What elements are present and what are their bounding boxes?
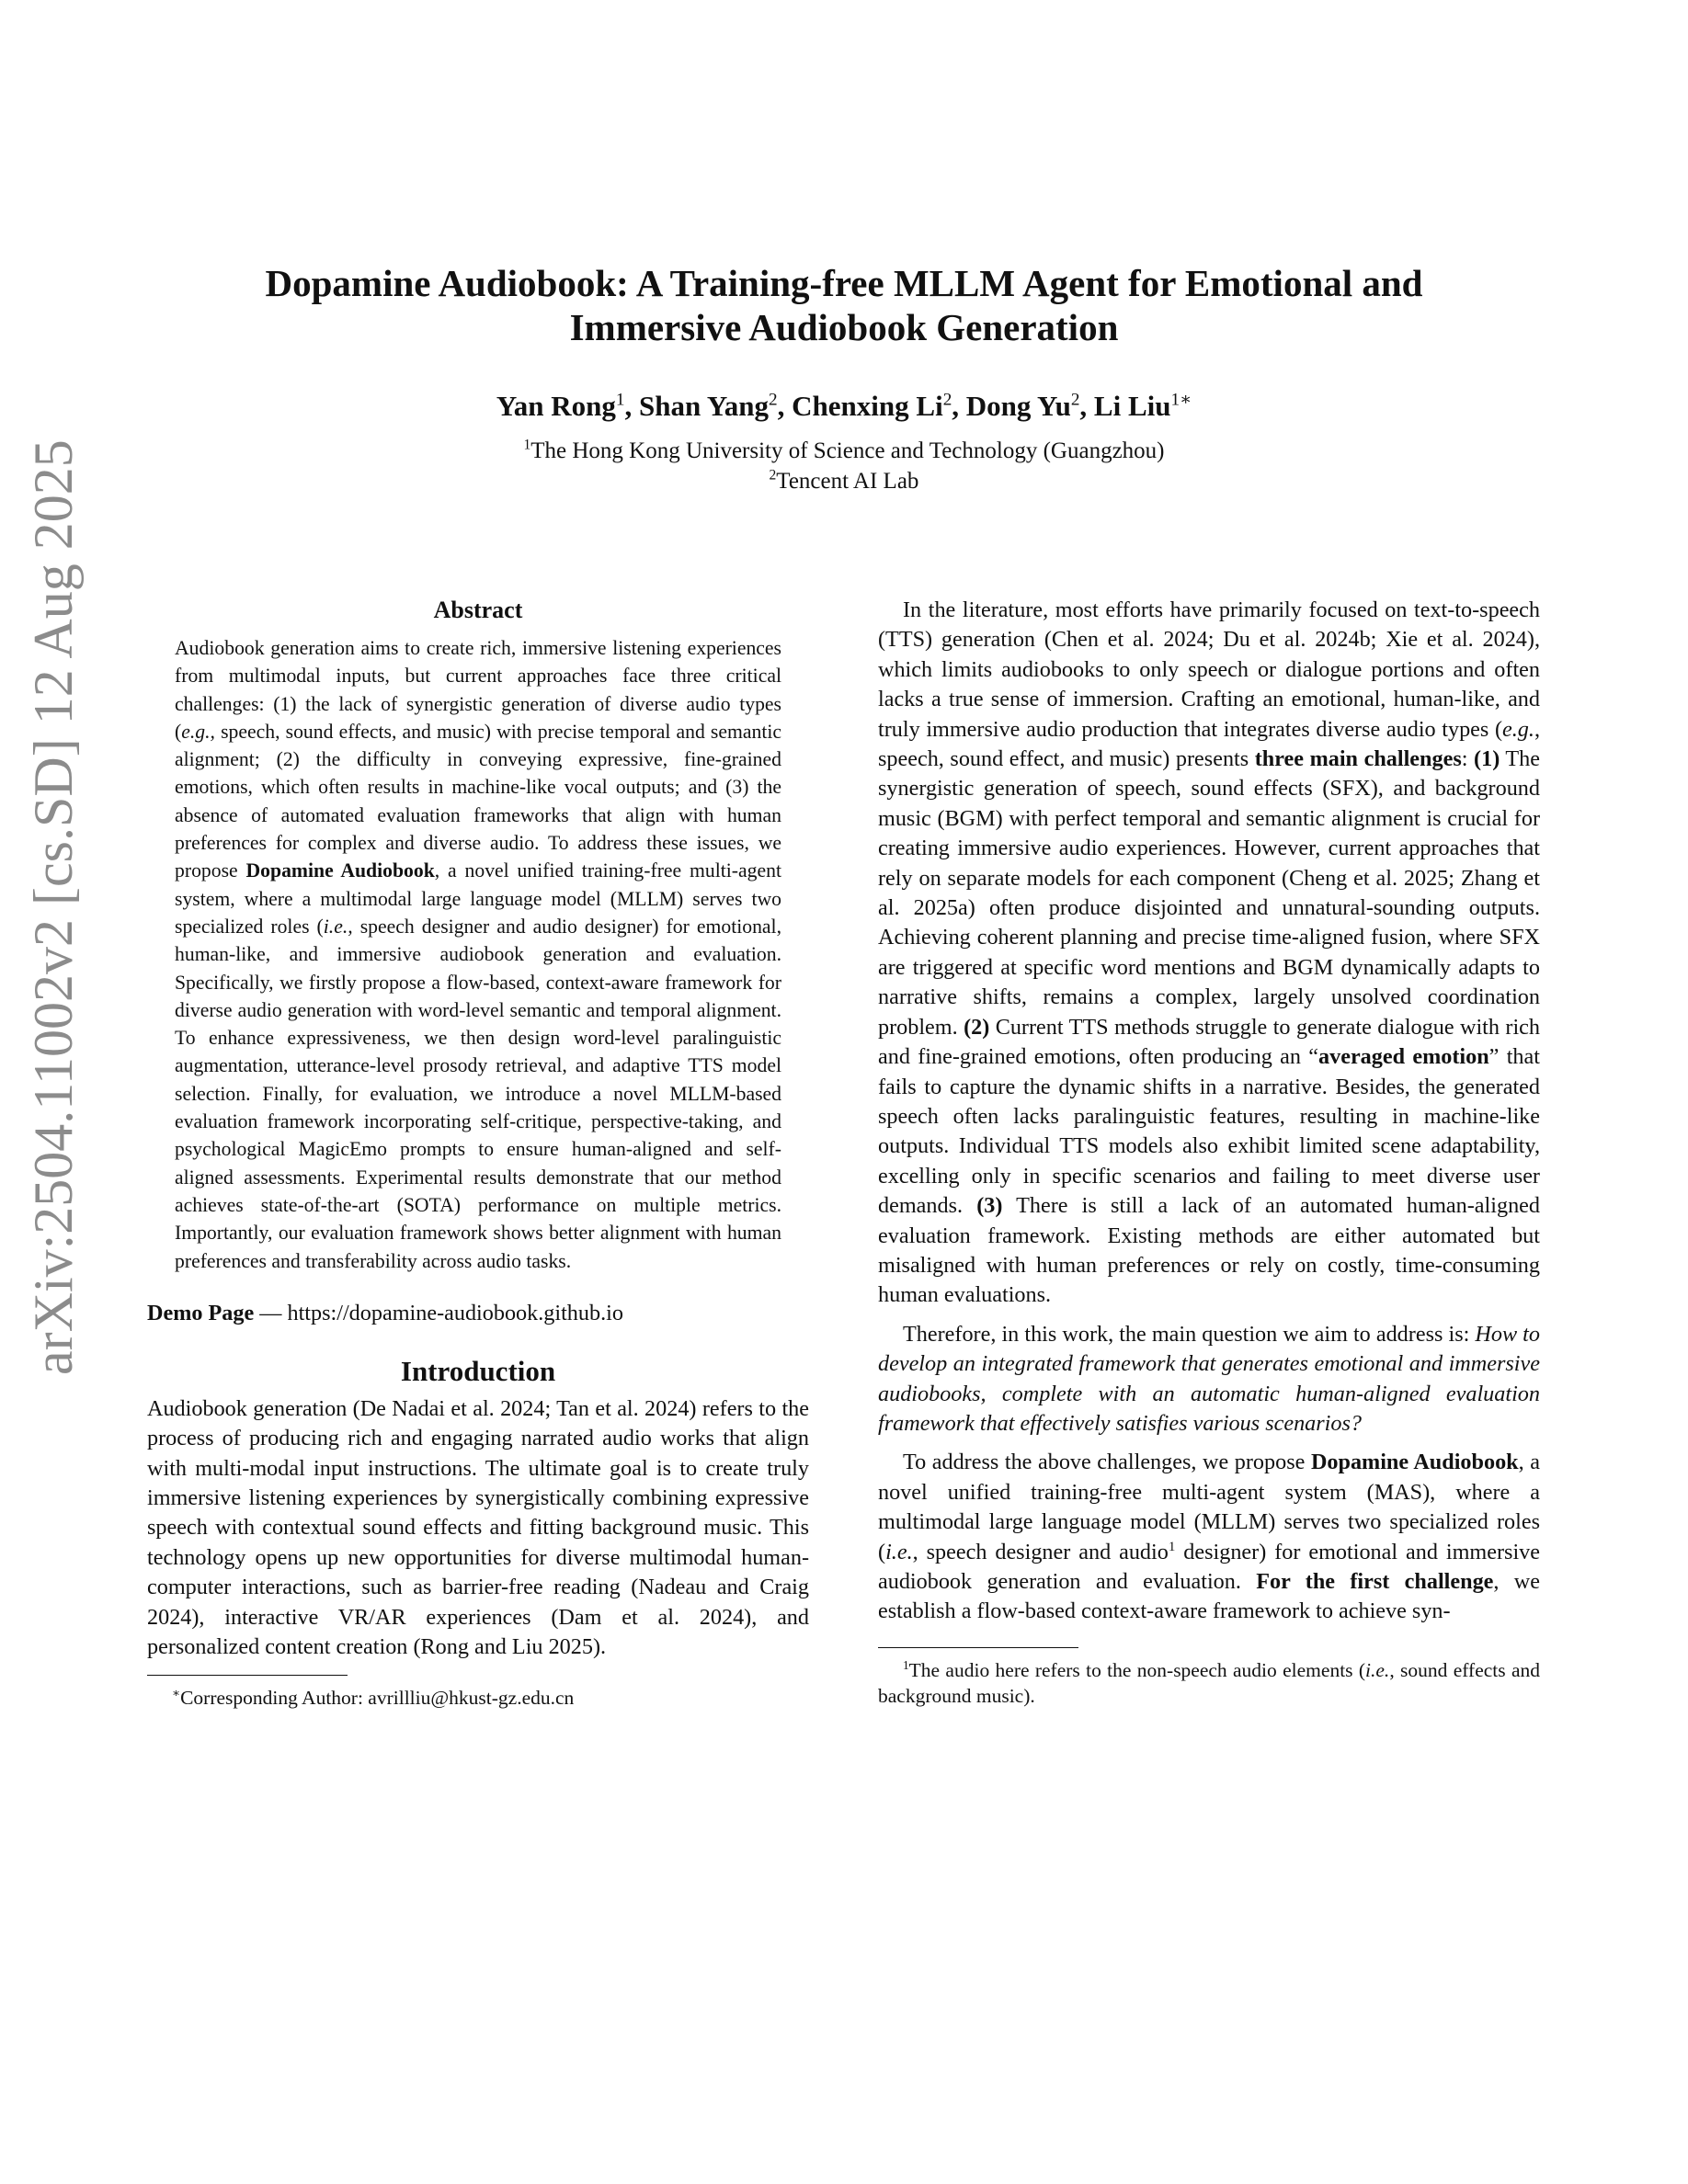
footnote-rule: [147, 1675, 348, 1676]
author: Dong Yu$^2$,: [965, 390, 1094, 422]
author: Li Liu$^{1∗}$: [1093, 390, 1192, 422]
affiliations: [147, 436, 1541, 496]
title-line-2: Immersive Audiobook Generation: [569, 306, 1119, 348]
abstract-heading: Abstract: [433, 597, 523, 623]
title-line-1: Dopamine Audiobook: A Training-free MLLM Agent for Emotional and: [265, 262, 1423, 304]
introduction-heading: Introduction: [400, 1354, 556, 1387]
demo-page-line: Demo Page — https://dopamine-audiobook.github.io: [147, 1300, 623, 1325]
demo-label: Demo Page: [147, 1300, 255, 1325]
abstract-body: Audiobook generation aims to create rich, immersive listening experiences from multimodal inputs, but current approaches face three critical challenges: (1) the lack of synergistic generation of diverse audio types (e.g., speech, sound effects, and music) with precise temporal and semantic alignment; (2) the difficulty in conveying expressive, fine-grained emotions, which often results in machine-like vocal outputs; and (3) the absence of automated evaluation frameworks that align with human preferences for complex and diverse audio. To address these issues, we propose Dopamine Audiobook, a novel unified training-free multi-agent system, where a multimodal large language model (MLLM) serves two specialized roles (i.e., speech designer and audio designer) for emotional, human-like, and immersive audiobook generation and evaluation. Specifically, we firstly propose a flow-based, context-aware framework for diverse audio generation with word-level semantic and temporal alignment. To enhance expressiveness, we then design word-level paralinguistic augmentation, utterance-level prosody retrieval, and adaptive TTS model selection. Finally, for evaluation, we introduce a novel MLLM-based evaluation framework incorporating self-critique, perspective-taking, and psychological MagicEmo prompts to ensure human-aligned and self-aligned assessments. Experimental results demonstrate that our method achieves state-of-the-art (SOTA) performance on multiple metrics. Importantly, our evaluation framework shows better alignment with human preferences and transferability across audio tasks.: [175, 637, 782, 1272]
arxiv-identifier-stamp: arXiv:2504.11002v2 [cs.SD] 12 Aug 2025: [23, 439, 84, 1375]
demo-url-link[interactable]: https://dopamine-audiobook.github.io: [287, 1300, 623, 1325]
affiliation-2: $^2$Tencent AI Lab: [769, 467, 919, 494]
author-list: [147, 388, 1541, 425]
affiliation-1: $^1$The Hong Kong University of Science and Technology (Guangzhou): [523, 437, 1165, 463]
right-column: [878, 596, 1540, 1709]
author: Yan Rong$^1$,: [496, 390, 640, 422]
introduction-paragraph: Audiobook generation (De Nadai et al. 2024; Tan et al. 2024) refers to the process of producing rich and engaging narrated audio works that align with multi-modal input instructions. The ultimate goal is to create truly immersive listening experiences by synergistically combining expressive speech with contextual sound effects and fitting background music. This technology opens up new opportunities for diverse multimodal human-computer interactions, such as barrier-free reading (Nadeau and Craig 2024), interactive VR/AR experiences (Dam et al. 2024), and personalized content creation (Rong and Liu 2025).: [147, 1395, 809, 1660]
author: Chenxing Li$^2$,: [792, 390, 966, 422]
corresponding-author-footnote: ∗Corresponding Author: avrillliu@hkust-gz.edu.cn: [172, 1686, 575, 1710]
proposal-paragraph: To address the above challenges, we propose Dopamine Audiobook, a novel unified training-free multi-agent system (MAS), where a multimodal large language model (MLLM) serves two specialized roles (i.e., speech designer and audio$^1$ designer) for emotional and immersive audiobook generation and evaluation. For the first challenge, we establish a flow-based context-aware framework to achieve syn-: [878, 1450, 1541, 1624]
footnote-rule: [878, 1647, 1078, 1648]
research-question-paragraph: Therefore, in this work, the main question we aim to address is: How to develop an integrated framework that generates emotional and immersive audiobooks, complete with an automatic human-aligned evaluation framework that effectively satisfies various scenarios?: [878, 1321, 1540, 1436]
audio-footnote: $^1$The audio here refers to the non-speech audio elements (i.e., sound effects and background music).: [878, 1657, 1540, 1707]
author: Shan Yang$^2$,: [639, 390, 793, 422]
literature-paragraph: In the literature, most efforts have primarily focused on text-to-speech (TTS) generation (Chen et al. 2024; Du et al. 2024b; Xie et al. 2024), which limits audiobooks to only speech or dialogue portions and often lacks a true sense of immersion. Crafting an emotional, human-like, and truly immersive audio production that integrates diverse audio types (e.g., speech, sound effect, and music) presents three main challenges: (1) The synergistic generation of speech, sound effects (SFX), and background music (BGM) with perfect temporal and semantic alignment is crucial for creating immersive audio experiences. However, current approaches that rely on separate models for each component (Cheng et al. 2025; Zhang et al. 2025a) often produce disjointed and unnatural-sounding outputs. Achieving coherent planning and precise time-aligned fusion, where SFX are triggered at specific word mentions and BGM dynamically adapts to narrative shifts, remains a complex, largely unsolved coordination problem. (2) Current TTS methods struggle to generate dialogue with rich and fine-grained emotions, often producing an “averaged emotion” that fails to capture the dynamic shifts in a narrative. Besides, the generated speech often lacks paralinguistic features, resulting in machine-like outputs. Individual TTS models also exhibit limited scene adaptability, excelling only in specific scenarios and failing to meet diverse user demands. (3) There is still a lack of an automated human-aligned evaluation framework. Existing methods are either automated but misaligned with human preferences or rely on costly, time-consuming human evaluations.: [878, 597, 1540, 1308]
paper-title: [147, 261, 1541, 349]
left-column: [147, 596, 809, 1711]
